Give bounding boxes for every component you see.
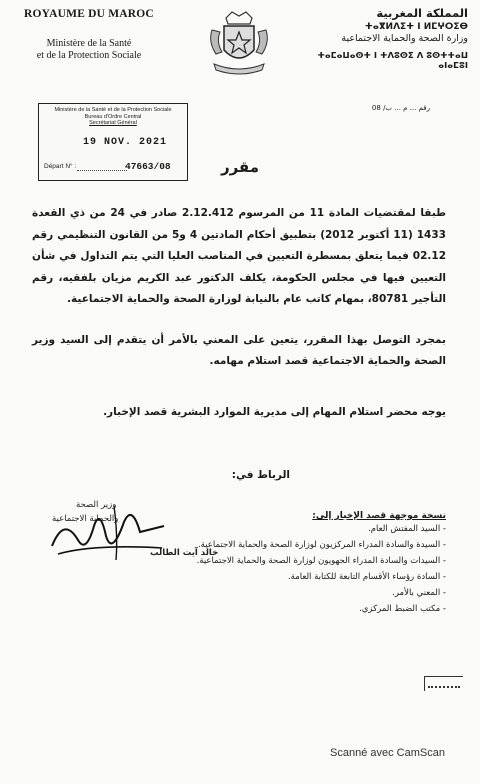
ministry-name-fr-2: et de la Protection Sociale <box>36 50 142 61</box>
royal-coat-of-arms-icon <box>204 8 274 80</box>
copy-heading: نسخة موجهة قصد الإخبار إلى: <box>312 511 446 521</box>
list-item: - السيدات والسادة المدراء الجهويون لوزارة الصحة والحماية الاجتماعية. <box>196 556 446 566</box>
header-right-arabic <box>308 6 468 71</box>
list-item: - المعني بالأمر. <box>392 588 446 598</box>
paragraph-decision: طبقا لمقتضيات المادة 11 من المرسوم 2.12.412 صادر في 24 من ذي القعدة 1433 (11 أكتوبر 2012) بتطبيق أحكام المادتين 4 و5 من القانون التنظيمي رقم 02.12 فيما يتعلق بمسطرة التعيين في المناصب العليا التي يتم التداول في شأن التعيين فيها في مجلس الحكومة، يكلف الدكتور عبد الكريم مزيان بلفقيه، رقم التأجير 80781، بمهام كاتب عام بالنيابة لوزارة الصحة والحماية الاجتماعية. <box>32 207 446 305</box>
stamp-depart-label: Départ N° : <box>44 163 77 170</box>
header-left-french <box>14 8 164 62</box>
stamp-line-ministry: Ministère de la Santé et de la Protection Sociale <box>54 107 172 113</box>
paragraph-report: يوجه محضر استلام المهام إلى مديرية الموارد البشرية قصد الإخبار. <box>103 406 446 418</box>
ministry-name-fr-1: Ministère de la Santé <box>46 38 132 49</box>
signature-title-line1: وزير الصحة <box>76 500 117 510</box>
stamp-line-bureau: Bureau d'Ordre Central <box>84 113 142 120</box>
corner-mark <box>424 676 463 691</box>
corner-dots <box>428 686 460 688</box>
list-item: - السادة رؤساء الأقسام التابعة للكتابة العامة. <box>287 572 446 582</box>
reference-number: رقم ... م ... ب/ 08 <box>371 104 430 112</box>
list-item: - السيد المفتش العام. <box>368 524 446 534</box>
signature-title-line2: والحماية الاجتماعية <box>52 514 119 524</box>
ministry-name-ar: وزارة الصحة والحماية الاجتماعية <box>341 33 468 44</box>
paragraph-handover: بمجرد التوصل بهذا المقرر، يتعين على المعني بالأمر أن يتقدم إلى السيد وزير الصحة والحماية الاجتماعية قصد استلام مهامه. <box>32 334 446 367</box>
kingdom-name-tifinagh: ⵜⴰⴳⵍⴷⵉⵜ ⵏ ⵍⵎⵖⵔⵉⴱ <box>364 22 468 32</box>
kingdom-name-fr: ROYAUME DU MAROC <box>24 8 154 20</box>
scanner-watermark: Scanné avec CamScan <box>330 747 445 759</box>
kingdom-name-ar: المملكة المغربية <box>376 6 468 20</box>
list-item: - السيدة والسادة المدراء المركزيون لوزارة الصحة والحماية الاجتماعية. <box>197 540 446 550</box>
list-item: - مكتب الضبط المركزي. <box>359 604 446 614</box>
stamp-date: 19 NOV. 2021 <box>83 137 168 148</box>
stamp-line-secretariat: Secrétariat Général <box>89 120 137 126</box>
stamp-depart-number: 47663/08 <box>125 161 171 172</box>
signatory-name: خالد آيت الطالب <box>150 548 219 558</box>
place-date: الرباط في: <box>231 469 290 481</box>
ministry-name-tifinagh: ⵜⴰⵎⴰⵡⴰⵙⵜ ⵏ ⵜⴷⵓⵙⵉ ⴷ ⵓⵙⵜⵜⴰⵡ ⴰⵏⴰⵎⵓⵏ <box>317 51 468 71</box>
document-title: مقرر <box>220 158 260 176</box>
copy-distribution <box>196 511 446 617</box>
